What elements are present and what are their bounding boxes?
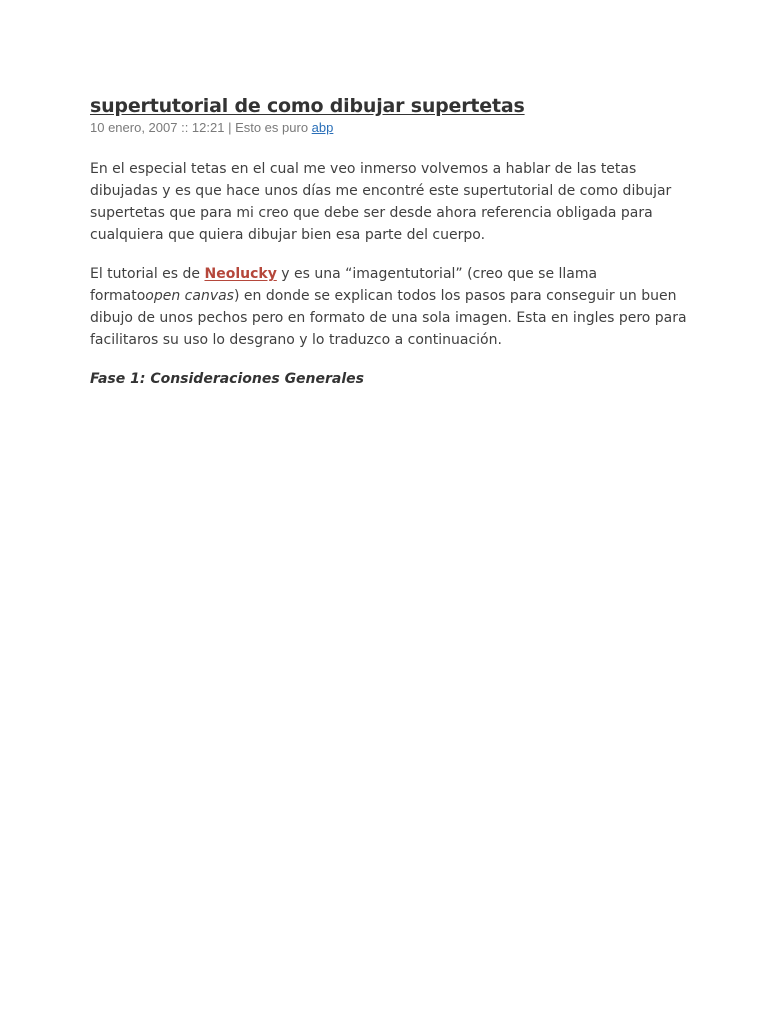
paragraph-text: ) en donde se explican todos los pasos para conseguir un buen dibujo de unos pechos pero en formato de una sola imagen. Esta en ingles pero para facilitaros su uso lo desgrano y lo traduzco a continuación. bbox=[90, 288, 687, 348]
meta-separator: | bbox=[224, 120, 236, 135]
post-title-link[interactable]: supertutorial de como dibujar supertetas bbox=[90, 95, 525, 117]
blog-post bbox=[90, 92, 690, 390]
paragraph-intro: En el especial tetas en el cual me veo inmerso volvemos a hablar de las tetas dibujadas y es que hace unos días me encontré este supertutorial de como dibujar supertetas que para mi creo que debe ser desde ahora referencia obligada para cualquiera que quiera dibujar bien esa parte del cuerpo. bbox=[90, 161, 672, 243]
paragraph-text: y es una “imagentutorial” (creo que se llama formato bbox=[90, 266, 598, 304]
italic-text: open canvas bbox=[145, 288, 234, 304]
category-link[interactable]: abp bbox=[311, 120, 334, 135]
post-title bbox=[90, 92, 690, 120]
category-prefix: Esto es puro bbox=[235, 120, 312, 135]
paragraph-tutorial bbox=[90, 263, 690, 351]
section-heading: Fase 1: Consideraciones Generales bbox=[90, 371, 364, 387]
author-link-neolucky[interactable]: Neolucky bbox=[204, 266, 277, 282]
paragraph-text: El tutorial es de bbox=[90, 266, 205, 282]
post-body bbox=[90, 158, 690, 390]
post-date: 10 enero, 2007 :: 12:21 bbox=[90, 120, 225, 135]
post-meta bbox=[90, 120, 690, 136]
